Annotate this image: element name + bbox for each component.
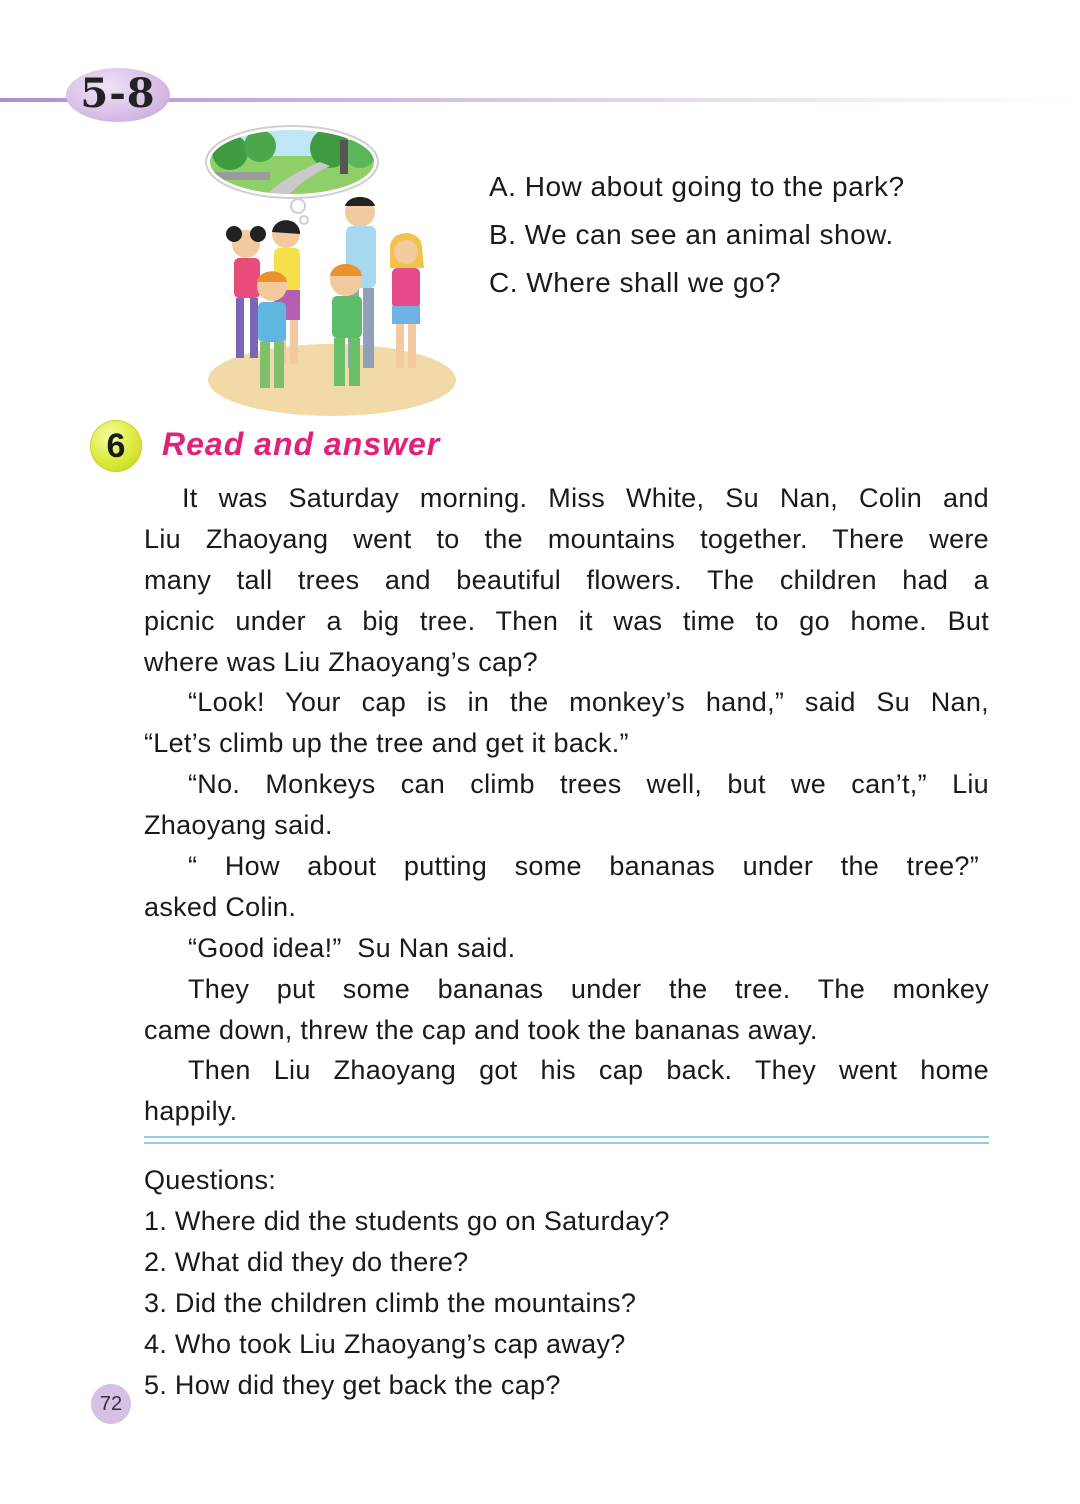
question-item: 3. Did the children climb the mountains?	[144, 1287, 637, 1318]
option-list	[489, 163, 905, 307]
question-item: 4. Who took Liu Zhaoyang’s cap away?	[144, 1328, 626, 1359]
unit-label: 5-8	[80, 70, 156, 117]
passage-line: They put some bananas under the tree. The monkey	[188, 973, 989, 1004]
children-going-to-park-illustration	[200, 122, 462, 420]
passage-line: asked Colin.	[144, 891, 297, 922]
passage-line: Zhaoyang said.	[144, 810, 333, 841]
passage-line: picnic under a big tree. Then it was time to go home. But	[144, 605, 989, 636]
option-b: B. We can see an animal show.	[489, 219, 894, 250]
passage-line: Liu Zhaoyang went to the mountains together. There were	[144, 523, 989, 554]
option-a: A. How about going to the park?	[489, 171, 905, 202]
passage-line: It was Saturday morning. Miss White, Su Nan, Colin and	[182, 483, 989, 513]
passage-line: “Good idea!” Su Nan said.	[188, 932, 516, 963]
divider-rule	[144, 1136, 989, 1138]
passage-line: many tall trees and beautiful flowers. The children had a	[144, 564, 989, 595]
question-item: 1. Where did the students go on Saturday?	[144, 1205, 670, 1236]
divider-rule	[144, 1142, 989, 1144]
passage-line: “Look! Your cap is in the monkey’s hand,” said Su Nan,	[188, 687, 989, 718]
reading-passage	[144, 478, 989, 1132]
option-c: C. Where shall we go?	[489, 267, 782, 298]
passage-line: happily.	[144, 1096, 238, 1127]
questions-heading: Questions:	[144, 1165, 277, 1195]
passage-line: where was Liu Zhaoyang’s cap?	[144, 646, 538, 677]
page-number: 72	[91, 1384, 131, 1424]
passage-line: “ How about putting some bananas under the tree?”	[188, 851, 979, 882]
section-title: Read and answer	[162, 426, 441, 462]
passage-line: “Let’s climb up the tree and get it back.”	[144, 728, 629, 759]
passage-line: “No. Monkeys can climb trees well, but we can’t,” Liu	[188, 769, 989, 800]
question-item: 2. What did they do there?	[144, 1246, 469, 1277]
question-item: 5. How did they get back the cap?	[144, 1369, 561, 1400]
question-list	[144, 1160, 670, 1405]
passage-line: came down, threw the cap and took the bananas away.	[144, 1014, 818, 1045]
passage-line: Then Liu Zhaoyang got his cap back. They went home	[188, 1055, 989, 1086]
section-number: 6	[106, 427, 126, 465]
